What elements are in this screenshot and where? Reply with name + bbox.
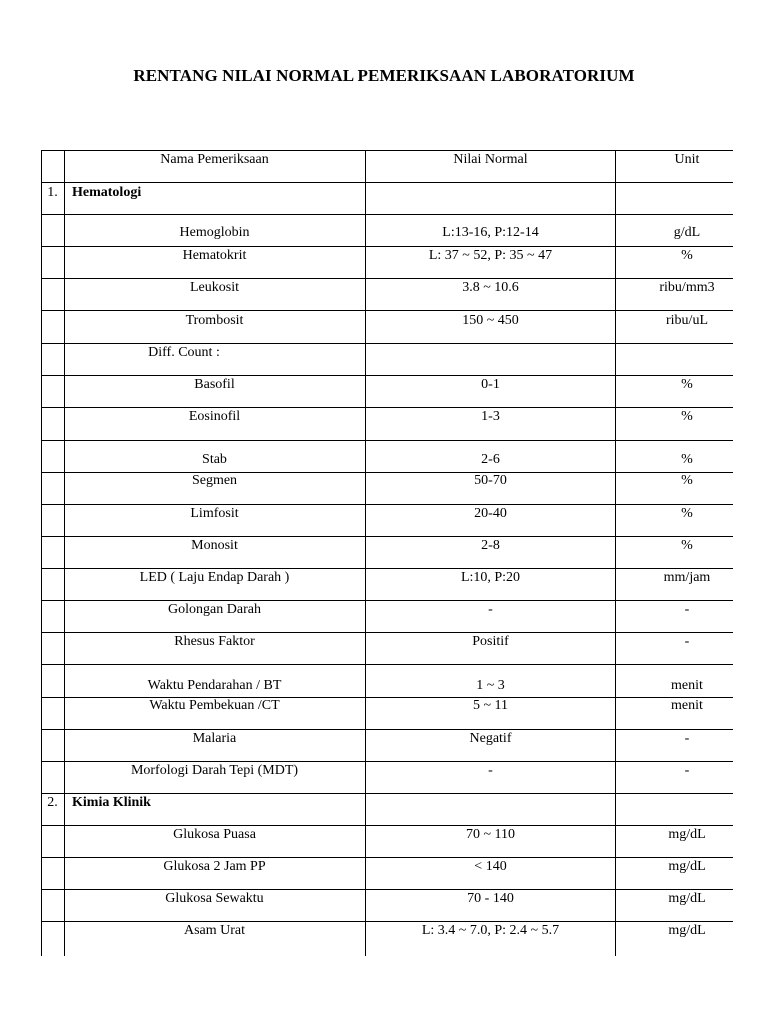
header-name: Nama Pemeriksaan [160, 152, 269, 167]
unit-value: % [681, 452, 693, 467]
normal-value: Positif [472, 634, 509, 649]
test-name: Limfosit [190, 506, 239, 521]
normal-value: < 140 [474, 859, 507, 874]
unit-value: - [684, 731, 690, 746]
unit-value: - [684, 634, 690, 649]
unit-value: - [684, 602, 690, 617]
normal-value: 2-6 [481, 452, 500, 467]
row-divider [41, 664, 733, 665]
unit-value: mg/dL [668, 891, 706, 906]
row-divider [41, 440, 733, 441]
unit-value: mg/dL [668, 859, 706, 874]
test-name: Diff. Count : [148, 345, 220, 360]
unit-value: ribu/mm3 [659, 280, 715, 295]
row-divider [41, 729, 733, 730]
row-divider [41, 825, 733, 826]
test-name: Monosit [191, 538, 238, 553]
test-name: Leukosit [190, 280, 239, 295]
page-title: RENTANG NILAI NORMAL PEMERIKSAAN LABORATORIUM [133, 66, 635, 85]
row-divider [41, 343, 733, 344]
row-divider [41, 793, 733, 794]
row-divider [41, 375, 733, 376]
test-name: Eosinofil [188, 409, 241, 424]
normal-value: 1-3 [481, 409, 500, 424]
header-divider [41, 182, 733, 183]
test-name: Glukosa 2 Jam PP [163, 859, 266, 874]
unit-value: menit [671, 698, 703, 713]
section-number: 2. [47, 795, 58, 810]
test-name: Stab [202, 452, 227, 467]
test-name: Waktu Pembekuan /CT [149, 698, 280, 713]
normal-value: L: 3.4 ~ 7.0, P: 2.4 ~ 5.7 [421, 923, 560, 938]
normal-value: 5 ~ 11 [472, 698, 509, 713]
normal-value: - [488, 602, 493, 617]
row-divider [41, 536, 733, 537]
row-divider [41, 921, 733, 922]
row-divider [41, 568, 733, 569]
unit-value: menit [671, 678, 703, 693]
normal-value: L:10, P:20 [460, 570, 521, 585]
unit-value: % [681, 248, 693, 263]
header-value: Nilai Normal [453, 152, 528, 167]
normal-value: - [488, 763, 493, 778]
normal-value: 0-1 [481, 377, 500, 392]
unit-value: % [681, 473, 693, 488]
row-divider [41, 214, 733, 215]
test-name: LED ( Laju Endap Darah ) [139, 570, 290, 585]
test-name: Asam Urat [183, 923, 246, 938]
test-name: Morfologi Darah Tepi (MDT) [130, 763, 299, 778]
row-divider [41, 889, 733, 890]
unit-value: mm/jam [663, 570, 711, 585]
test-name: Trombosit [185, 313, 244, 328]
row-divider [41, 504, 733, 505]
section-title: Kimia Klinik [72, 795, 151, 810]
row-divider [41, 600, 733, 601]
table-border-left [41, 150, 42, 956]
normal-value: 20-40 [474, 506, 507, 521]
test-name: Golongan Darah [168, 602, 261, 617]
unit-value: - [684, 763, 690, 778]
row-divider [41, 278, 733, 279]
normal-value: 70 ~ 110 [465, 827, 516, 842]
normal-value: Negatif [469, 731, 512, 746]
unit-value: % [681, 409, 693, 424]
normal-value: 1 ~ 3 [476, 678, 505, 693]
normal-value: 70 - 140 [467, 891, 514, 906]
unit-value: g/dL [673, 225, 701, 240]
unit-value: mg/dL [668, 923, 706, 938]
unit-value: mg/dL [668, 827, 706, 842]
test-name: Glukosa Puasa [173, 827, 256, 842]
table-border-top [41, 150, 733, 151]
test-name: Glukosa Sewaktu [165, 891, 264, 906]
normal-value: L: 37 ~ 52, P: 35 ~ 47 [428, 248, 553, 263]
section-number: 1. [47, 185, 58, 200]
normal-value: 150 ~ 450 [462, 313, 519, 328]
test-name: Malaria [192, 731, 237, 746]
header-unit: Unit [674, 152, 700, 167]
normal-value: 3.8 ~ 10.6 [462, 280, 519, 295]
test-name: Hematokrit [182, 248, 247, 263]
test-name: Segmen [191, 473, 238, 488]
test-name: Waktu Pendarahan / BT [147, 678, 282, 693]
test-name: Rhesus Faktor [174, 634, 255, 649]
section-title: Hematologi [72, 185, 142, 200]
normal-value: 50-70 [474, 473, 507, 488]
row-divider [41, 407, 733, 408]
row-divider [41, 761, 733, 762]
unit-value: ribu/uL [666, 313, 708, 328]
test-name: Hemoglobin [179, 225, 250, 240]
unit-value: % [681, 377, 693, 392]
normal-value: 2-8 [481, 538, 500, 553]
unit-value: % [681, 538, 693, 553]
row-divider [41, 857, 733, 858]
row-divider [41, 246, 733, 247]
unit-value: % [681, 506, 693, 521]
row-divider [41, 310, 733, 311]
test-name: Basofil [194, 377, 235, 392]
row-divider [41, 632, 733, 633]
normal-value: L:13-16, P:12-14 [442, 225, 539, 240]
